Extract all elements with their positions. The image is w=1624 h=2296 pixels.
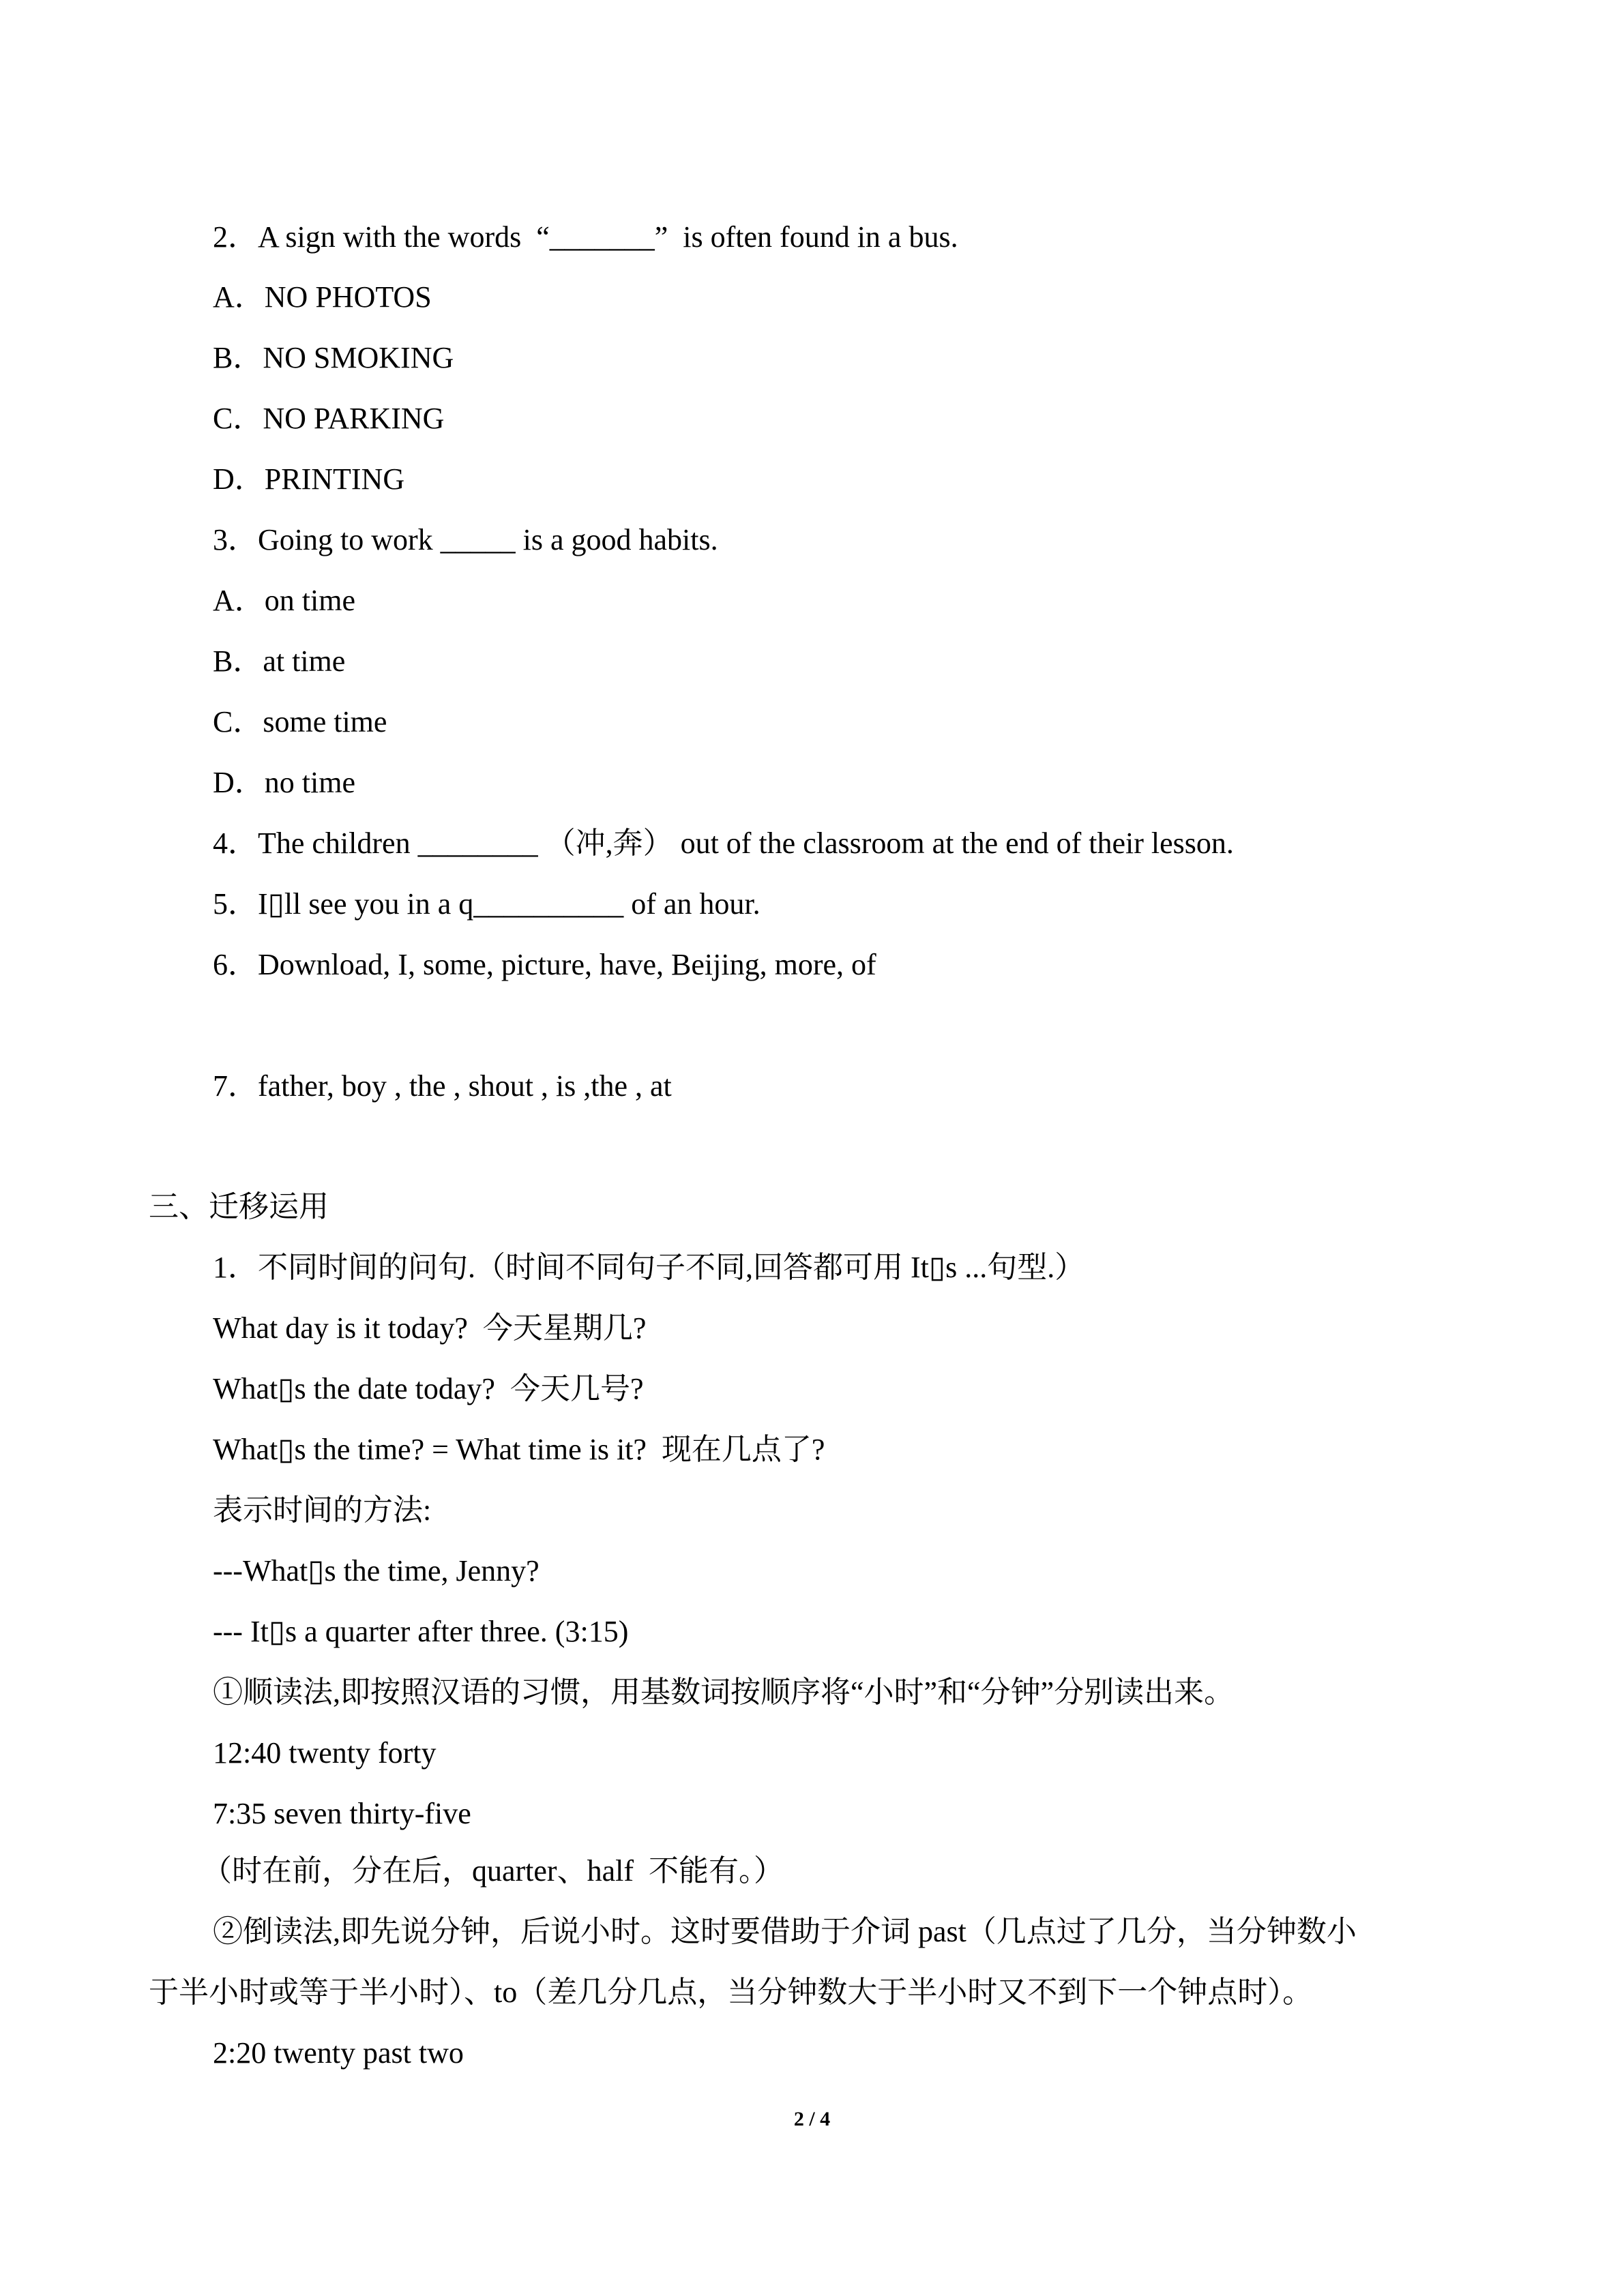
dialogue-question: ---What▯s the time, Jenny? <box>213 1554 540 1587</box>
question-3: 3．Going to work _____ is a good habits. <box>213 523 718 556</box>
question-7: 7．father, boy , the , shout , is ,the , at <box>213 1069 672 1103</box>
method-heading: 表示时间的方法: <box>213 1493 432 1527</box>
question-3-option-a: A．on time <box>213 584 355 617</box>
example-what-date: What▯s the date today? 今天几号? <box>213 1372 644 1405</box>
question-2-option-c: C．NO PARKING <box>213 402 445 435</box>
question-2-option-a: A．NO PHOTOS <box>213 280 432 314</box>
method-2-description: ②倒读法,即先说分钟，后说小时。这时要借助于介词 past（几点过了几分，当分钟数小 <box>213 1915 1357 1948</box>
dialogue-answer: --- It▯s a quarter after three. (3:15) <box>213 1615 629 1648</box>
example-735: 7:35 seven thirty-five <box>213 1797 471 1830</box>
paragraph-1: 1．不同时间的问句.（时间不同句子不同,回答都可用 It▯s ...句型.） <box>213 1251 1085 1284</box>
question-3-option-d: D．no time <box>213 766 355 799</box>
question-3-option-b: B．at time <box>213 644 346 678</box>
question-3-option-c: C．some time <box>213 705 387 739</box>
method-1-note: （时在前，分在后，quarter、half 不能有。） <box>202 1854 784 1888</box>
page-number: 2 / 4 <box>793 2108 831 2130</box>
method-2-description-continued: 于半小时或等于半小时）、to（差几分几点，当分钟数大于半小时又不到下一个钟点时）。 <box>149 1976 1313 2009</box>
method-1-description: ①顺读法,即按照汉语的习惯，用基数词按顺序将“小时”和“分钟”分别读出来。 <box>213 1675 1235 1709</box>
example-220: 2:20 twenty past two <box>213 2036 464 2070</box>
question-2: 2．A sign with the words “_______” is often found in a bus. <box>213 220 958 254</box>
question-2-option-b: B．NO SMOKING <box>213 341 454 374</box>
example-what-day: What day is it today? 今天星期几? <box>213 1311 647 1345</box>
example-1240: 12:40 twenty forty <box>213 1736 437 1770</box>
question-4: 4．The children ________ （冲,奔） out of the classroom at the end of their lesson. <box>213 826 1234 860</box>
question-2-option-d: D．PRINTING <box>213 462 405 496</box>
section-heading: 三、迁移运用 <box>149 1190 329 1223</box>
example-what-time: What▯s the time? = What time is it? 现在几点了? <box>213 1433 825 1466</box>
question-5: 5．I▯ll see you in a q__________ of an hour. <box>213 887 761 921</box>
question-6: 6．Download, I, some, picture, have, Beijing, more, of <box>213 948 876 981</box>
